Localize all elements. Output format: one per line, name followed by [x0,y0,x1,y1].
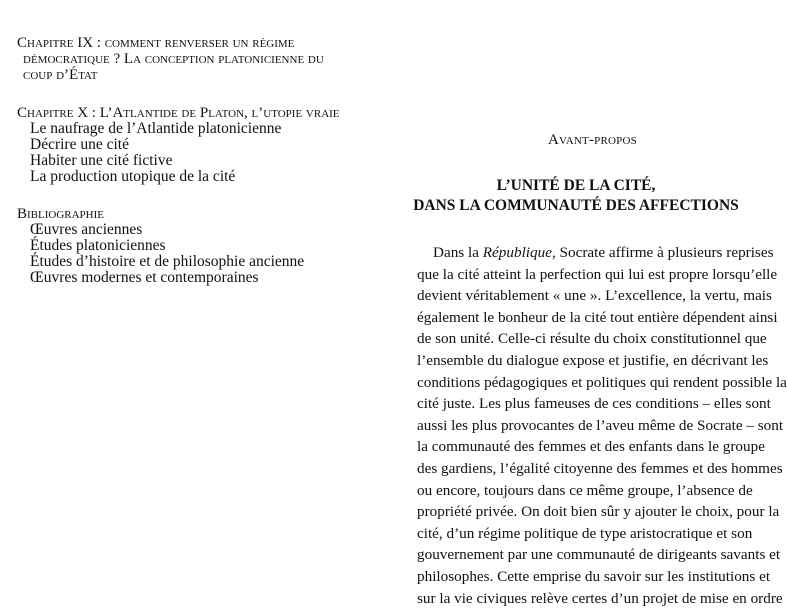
body-line: gouvernement par une communauté de dirigeants savants et [417,544,751,566]
toc-chapter-x-title: Chapitre X : L’Atlantide de Platon, l’utopie vraie [17,105,357,121]
body-line: aussi les plus provocantes de l’aveu même de Socrate – sont [417,415,751,437]
preface-body [417,242,751,609]
body-line: Dans la République, Socrate affirme à plusieurs reprises [417,242,751,264]
toc-item: Habiter une cité fictive [17,153,357,169]
toc-item: Études d’histoire et de philosophie ancienne [17,254,357,270]
preface-heading-line-1: L’UNITÉ DE LA CITÉ, [384,176,768,196]
body-line: cité juste. Les plus fameuses de ces conditions – elles sont [417,393,751,415]
body-line: sur la vie civiques relève certes d’un projet de mise en ordre [417,588,751,609]
body-line: ou encore, toujours dans ce même groupe, l’absence de [417,480,751,502]
toc-chapter-x [17,105,357,185]
preface-label: Avant-propos [548,132,637,149]
right-page [384,0,768,551]
preface-heading-line-2: DANS LA COMMUNAUTÉ DES AFFECTIONS [384,196,768,216]
body-line: devient véritablement « une ». L’excellence, la vertu, mais [417,285,751,307]
left-page [0,0,384,551]
body-line: cité, d’un régime politique de type aristocratique et son [417,523,751,545]
body-line: que la cité atteint la perfection qui lui est propre lorsqu’elle [417,264,751,286]
preface-heading [384,176,768,216]
toc-bibliography [17,206,357,286]
toc-item: La production utopique de la cité [17,169,357,185]
toc-item: Études platoniciennes [17,238,357,254]
toc-chapter-ix [17,35,357,83]
toc-item: Le naufrage de l’Atlantide platonicienne [17,121,357,137]
toc-item: Décrire une cité [17,137,357,153]
body-line: l’ensemble du dialogue expose et justifie, en décrivant les [417,350,751,372]
body-line: des gardiens, l’égalité citoyenne des femmes et des hommes [417,458,751,480]
toc-chapter-ix-line-1: Chapitre IX : comment renverser un régime [17,35,294,51]
toc-item: Œuvres modernes et contemporaines [17,270,357,286]
toc-chapter-ix-line-2: démocratique ? La conception platonicienne du [17,51,357,67]
body-line: la communauté des femmes et des enfants dans le groupe [417,436,751,458]
toc-chapter-ix-line-3: coup d’État [17,67,357,83]
body-line: conditions pédagogiques et politiques qui rendent possible la [417,372,751,394]
body-line: de son unité. Celle-ci résulte du choix constitutionnel que [417,328,751,350]
toc-bibliography-title: Bibliographie [17,206,357,222]
body-line: également le bonheur de la cité tout entière dépendent ainsi [417,307,751,329]
body-line: propriété privée. On doit bien sûr y ajouter le choix, pour la [417,501,751,523]
toc-item: Œuvres anciennes [17,222,357,238]
body-line: philosophes. Cette emprise du savoir sur les institutions et [417,566,751,588]
